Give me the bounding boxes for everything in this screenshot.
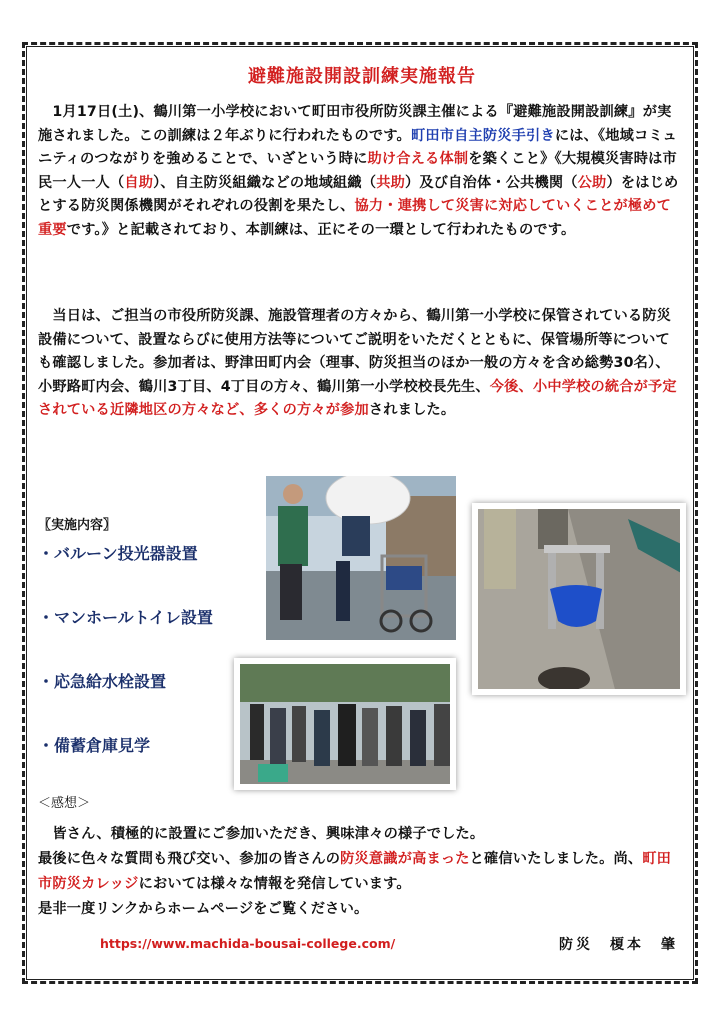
- impressions-heading: ＜感想＞: [38, 796, 91, 811]
- activities-heading: 〖実施内容〗: [38, 518, 117, 533]
- page-title: 避難施設開設訓練実施報告: [248, 66, 476, 87]
- participants-photo: [234, 658, 456, 790]
- details-paragraph: 当日は、ご担当の市役所防災課、施設管理者の方々から、鶴川第一小学校に保管されている防災設備について、設置ならびに使用方法等についてご説明をいただくとともに、保管場所等についても確認しました。参加者は、野津田町内会（理事、防災担当のほか一般の方々を含め総勢30名）、小野路町内会、鶴川3丁目、4丁目の方々、鶴川第一小学校校長先生、今後、小中学校の統合が予定されている近隣地区の方々など、多くの方々が参加されました。: [38, 308, 677, 418]
- activity-item: ・バルーン投光器設置: [38, 544, 198, 563]
- impressions-text: 皆さん、積極的に設置にご参加いただき、興味津々の様子でした。 最後に色々な質問も飛び交い、参加の皆さんの防災意識が高まったと確信いたしました。尚、町田市防災カレッジにおいては様々な情報を発信しています。 是非一度リンクからホームページをご覧ください。: [38, 826, 672, 917]
- manhole-toilet-photo: [472, 503, 686, 695]
- college-website-link[interactable]: https://www.machida-bousai-college.com/: [100, 936, 396, 951]
- signature: 防災 榎本 肇: [559, 937, 678, 953]
- intro-paragraph: 1月17日(土)、鶴川第一小学校において町田市役所防災課主催による『避難施設開設訓練』が実施されました。この訓練は２年ぶりに行われたものです。町田市自主防災手引きには、《地域コミュニティのつながりを強めることで、いざという時に助け合える体制を築くこと》《大規模災害時は市民一人一人（自助）、自主防災組織などの地域組織（共助）及び自治体・公共機関（公助）をはじめとする防災関係機関がそれぞれの役割を果たし、協力・連携して災害に対応していくことが極めて重要です。》と記載されており、本訓練は、正にその一環として行われたものです。: [38, 104, 679, 238]
- balloon-light-photo: [266, 476, 456, 640]
- activity-item: ・応急給水栓設置: [38, 672, 167, 691]
- activity-item: ・マンホールトイレ設置: [38, 608, 213, 627]
- activity-item: ・備蓄倉庫見学: [38, 736, 151, 755]
